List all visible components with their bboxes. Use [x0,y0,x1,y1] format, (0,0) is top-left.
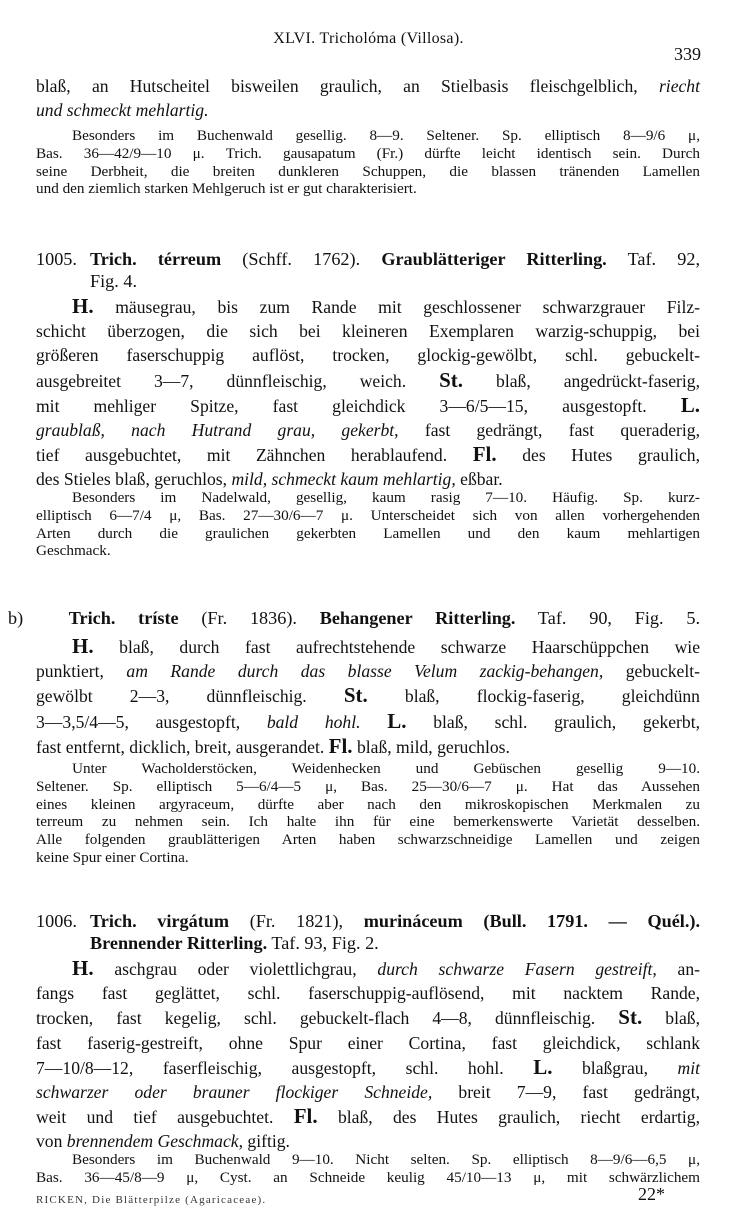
entry-number: 1005. [36,249,77,269]
page-footer [36,1184,701,1214]
common-name: Graublätteriger Ritterling. [381,249,607,269]
entry-number: 1006. [36,911,77,931]
common-name: Behangener Ritterling. [319,608,516,628]
entry-b-notes: Unter Wacholderstöcken, Weidenhecken und Gebüschen gesellig 9—10. Seltener. Sp. elliptisch 5—6/4—5 μ, Bas. 25—30/6—7 μ. Hat das Aussehen eines kleinen argyraceum, dürfte aber nach den mikroskopischen Merkmalen zu terreum zu nehmen sein. Ich halte ihn für eine bemerkenswerte Varietät desselben. Alle folgenden graublätterigen Arten haben schwarzschneidige Lamellen und zeigen keine Spur einer Cortina. [36,760,700,866]
species-synonym: murináceum [363,911,463,931]
intro-paragraph: blaß, an Hutscheitel bisweilen graulich, an Stielbasis fleischgelblich, riecht und schmeckt mehlartig. [36,76,700,121]
entry-1006-heading: 1006. Trich. virgátum (Fr. 1821), murináceum (Bull. 1791. — Quél.). Brennender Ritterling. Taf. 93, Fig. 2. [36,911,700,953]
entry-1005-notes: Besonders im Nadelwald, gesellig, kaum rasig 7—10. Häufig. Sp. kurz- elliptisch 6—7/4 μ, Bas. 27—30/6—7 μ. Unterscheidet sich von allen vorhergehenden Arten durch die graulichen gekerbten Lamellen und den kaum mehlartigen Geschmack. [36,489,700,560]
intro-notes: Besonders im Buchenwald gesellig. 8—9. Seltener. Sp. elliptisch 8—9/6 μ, Bas. 36—42/9—10 μ. Trich. gausapatum (Fr.) dürfte leicht identisch sein. Durch seine Derbheit, die breiten dunkleren Schuppen, die blassen tränenden Lamellen und den ziemlich starken Mehlgeruch ist er gut charakterisiert. [36,127,700,198]
header-title: XLVI. Tricholóma (Villosa). [273,30,464,47]
species-name: Trich. térreum [90,249,222,269]
signature-mark: 22* [638,1184,665,1204]
entry-b-description: H. blaß, durch fast aufrechtstehende schwarze Haarschüppchen wie punktiert, am Rande durch das blasse Velum zackig-behangen, gebuckelt- gewölbt 2—3, dünnfleischig. St. blaß, flockig-faserig, gleichdünn 3—3,5/4—5, ausgestopft, bald hohl. L. blaß, schl. graulich, gekerbt, fast entfernt, dicklich, breit, ausgerandet. Fl. blaß, mild, geruchlos. [36,634,700,758]
entry-1006-notes: Besonders im Buchenwald 9—10. Nicht selten. Sp. elliptisch 8—9/6—6,5 μ, Bas. 36—45/8—9 μ, Cyst. an Schneide keulig 45/10—13 μ, mit schwärzlichem [36,1151,700,1186]
entry-1005-heading: 1005. Trich. térreum (Schff. 1762). Graublätteriger Ritterling. Taf. 92, Fig. 4. [36,249,701,291]
entry-number: b) [8,608,24,628]
footer-credit: RICKEN, Die Blätterpilze (Agaricaceae). [36,1194,267,1206]
species-name: Trich. virgátum [90,911,230,931]
entry-1005-description: H. mäusegrau, bis zum Rande mit geschlossener schwarzgrauer Filz- schicht überzogen, die sich bei kleineren Exemplaren warzig-schuppig, bei größeren faserschuppig auflöst, trocken, glockig-gewölbt, schl. gebuckelt- ausgebreitet 3—7, dünnfleischig, weich. St. blaß, angedrückt-faserig, mit mehliger Spitze, fast gleichdick 3—6/5—15, ausgestopft. L. graublaß, nach Hutrand grau, gekerbt, fast gedrängt, fast queraderig, tief ausgebuchtet, mit Zähnchen herablaufend. Fl. des Hutes graulich, des Stieles blaß, geruchlos, mild, schmeckt kaum mehlartig, eßbar. [36,294,700,490]
running-header [0,30,737,64]
common-name: Brennender Ritterling. [90,933,268,953]
species-name: Trich. tríste [68,608,179,628]
entry-b-heading: b) Trich. tríste (Fr. 1836). Behangener Ritterling. Taf. 90, Fig. 5. [8,608,701,628]
entry-1006-description: H. aschgrau oder violettlichgrau, durch schwarze Fasern gestreift, an- fangs fast geglättet, schl. faserschuppig-auflösend, mit nacktem Rande, trocken, fast kegelig, schl. gebuckelt-flach 4—8, dünnfleischig. St. blaß, fast faserig-gestreift, ohne Spur einer Cortina, fast gleichdick, schlank 7—10/8—12, faserfleischig, ausgestopft, schl. hohl. L. blaßgrau, mit schwarzer oder brauner flockiger Schneide, breit 7—9, fast gedrängt, weit und tief ausgebuchtet. Fl. blaß, des Hutes graulich, riecht erdartig, von brennendem Geschmack, giftig. [36,956,701,1152]
page-number: 339 [674,44,701,64]
